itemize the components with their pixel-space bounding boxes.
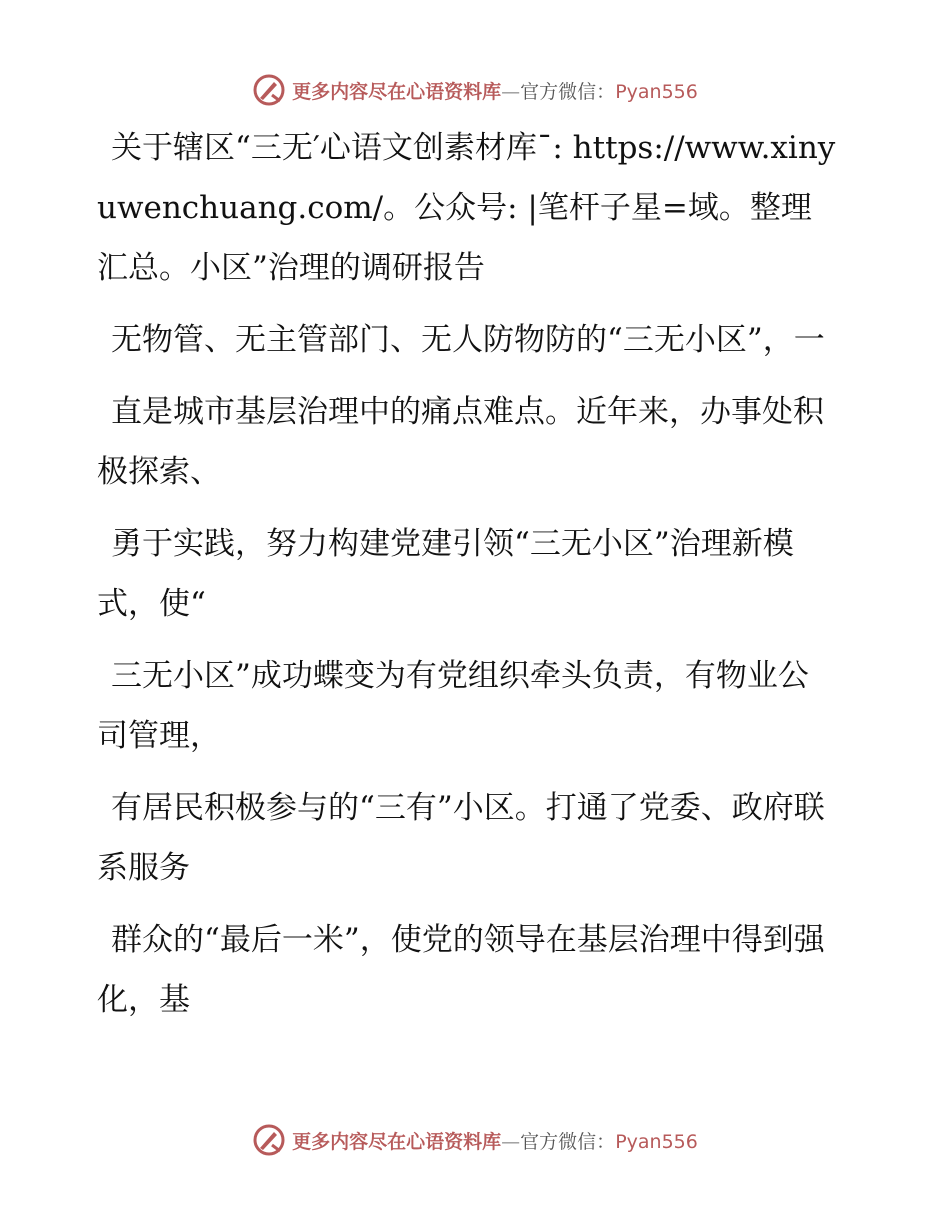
footer-banner <box>0 1120 950 1160</box>
quill-seal-icon <box>252 73 286 107</box>
header-banner <box>0 70 950 110</box>
paragraph-text: 直是城市基层治理中的痛点难点。近年来，办事处积极探索、 <box>97 394 824 490</box>
paragraph <box>97 382 837 502</box>
paragraph-text: 关于辖区“三无′心语文创素材库¯: https://www.xinyuwenchuang.com/。公众号: |笔杆子星=域。整理汇总。小区”治理的调研报告 <box>97 130 836 286</box>
footer-wechat-label: 官方微信： <box>520 1130 616 1153</box>
header-banner-content <box>252 73 698 107</box>
paragraph <box>97 778 837 898</box>
paragraph <box>97 910 837 1030</box>
header-handle: Pyan556 <box>615 80 698 103</box>
paragraph-text: 勇于实践，努力构建党建引领“三无小区”治理新模式，使“ <box>97 526 794 622</box>
quill-seal-icon <box>252 1123 286 1157</box>
footer-banner-text <box>292 1127 698 1154</box>
paragraph-text: 无物管、无主管部门、无人防物防的“三无小区”，一 <box>111 322 825 358</box>
paragraph-text: 群众的“最后一米”，使党的领导在基层治理中得到强化，基 <box>97 922 825 1018</box>
footer-dash: — <box>501 1130 521 1153</box>
paragraph-title <box>97 118 837 298</box>
paragraph-text: 有居民积极参与的“三有”小区。打通了党委、政府联系服务 <box>97 790 825 886</box>
footer-banner-content <box>252 1123 698 1157</box>
document-body <box>97 118 837 1042</box>
header-brand: 更多内容尽在心语资料库 <box>292 80 502 103</box>
header-wechat-label: 官方微信： <box>520 80 616 103</box>
header-dash: — <box>501 80 521 103</box>
paragraph-text: 三无小区”成功蝶变为有党组织牵头负责，有物业公司管理， <box>97 658 809 754</box>
paragraph <box>97 646 837 766</box>
footer-handle: Pyan556 <box>615 1130 698 1153</box>
paragraph <box>97 310 837 370</box>
footer-brand: 更多内容尽在心语资料库 <box>292 1130 502 1153</box>
header-banner-text <box>292 77 698 104</box>
paragraph <box>97 514 837 634</box>
